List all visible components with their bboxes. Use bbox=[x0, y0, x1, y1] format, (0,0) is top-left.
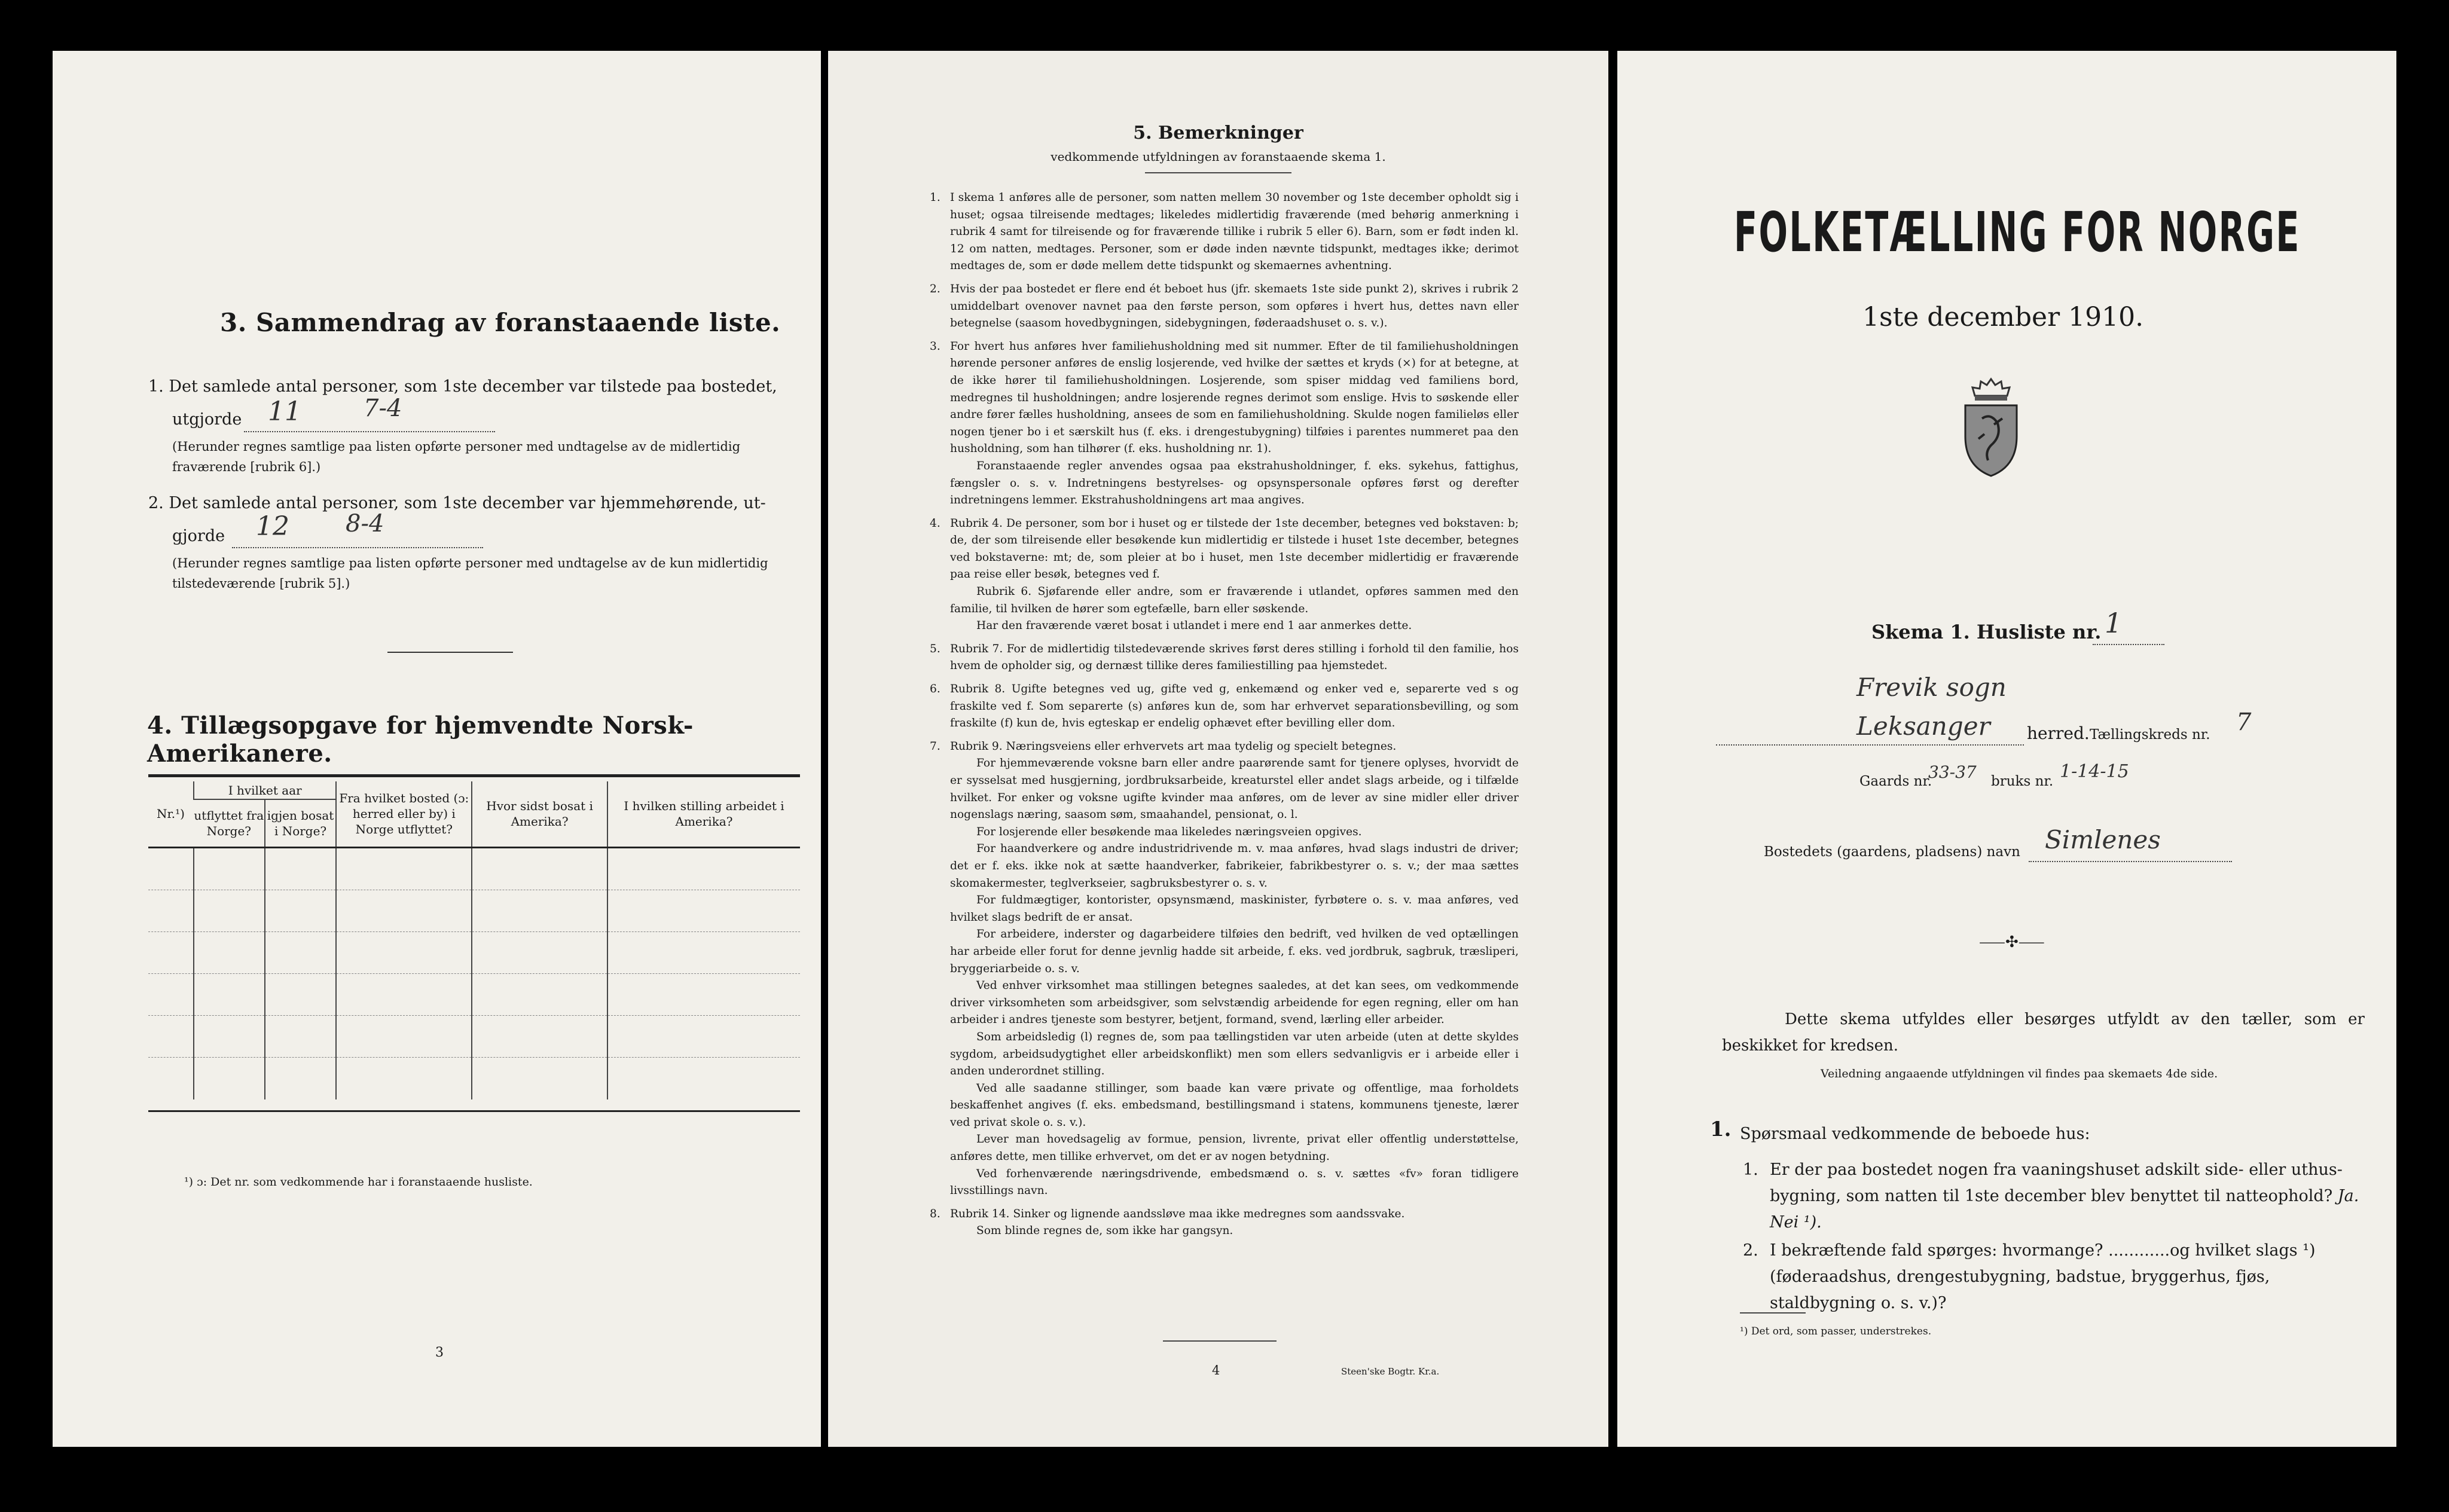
middle-page bbox=[828, 51, 1608, 1447]
bemerkning-item bbox=[930, 641, 1519, 675]
bemerkning-item bbox=[930, 1206, 1519, 1240]
bemerkning-body bbox=[950, 641, 1519, 675]
bemerkning-number: 7. bbox=[930, 740, 940, 753]
item1-handwritten-count: 11 bbox=[268, 396, 301, 427]
bemerkning-paragraph: For hvert hus anføres hver familiehusholdning med sit nummer. Efter de til familiehusholdningen hørende personer anføres de enslig losjerende, ved hvilke der sættes et kryds (×) for at betegne, at de ikke hører til familiehusholdningen. Losjerende, som spiser middag ved familiens bord, medregnes til husholdningen; andre losjerende regnes derimot som enslige. Hvis to søskende eller andre fører fælles husholdning, ansees de som en familiehusholdning. Skulde nogen familieløs eller nogen tjener bo i et særskilt hus (f. eks. i drengestubygning) tilføies i parentes nummeret paa den husholdning, som han tilhører (f. eks. husholdning nr. 1). bbox=[950, 340, 1519, 456]
bemerkninger-list bbox=[930, 190, 1519, 1246]
bemerkning-body bbox=[950, 338, 1519, 509]
bemerkning-paragraph: Ved forhenværende næringsdrivende, embedsmænd o. s. v. sættes «fv» foran tidligere livsstillings navn. bbox=[950, 1167, 1519, 1198]
bemerkning-paragraph: Hvis der paa bostedet er flere end ét beboet hus (jfr. skemaets 1ste side punkt 2), skrives i rubrik 2 umiddelbart ovenover navnet paa den første person, som opføres i hvert hus, dettes navn eller betegnelse (saasom hovedbygningen, sidebygningen, føderaadshuset o. s. v.). bbox=[950, 282, 1519, 330]
bemerkning-paragraph: Har den fraværende været bosat i utlandet i mere end 1 aar anmerkes dette. bbox=[976, 619, 1412, 633]
q1-question: Er der paa bostedet nogen fra vaaningshuset adskilt side- eller uthus-bygning, som natten til 1ste december blev benyttet til natteophold? bbox=[1770, 1160, 2343, 1205]
col-stilling: I hvilken stilling arbeidet i Amerika? bbox=[607, 781, 800, 847]
section-4-title: 4. Tillægsopgave for hjemvendte Norsk-Amerikanere. bbox=[147, 711, 694, 768]
footnote: ¹) Det ord, som passer, understrekes. bbox=[1740, 1325, 1932, 1337]
bemerkning-paragraph: Som arbeidsledig (l) regnes de, som paa tællingstiden var uten arbeide (uten at dette skyldes sygdom, arbeidsudygtighet eller arbeidskonflikt) men som ellers sedvanligvis er i arbeide eller i anden underordnet stilling. bbox=[950, 1030, 1519, 1078]
ornament-icon: ⸺✣⸺ bbox=[1979, 933, 2045, 951]
separator bbox=[387, 652, 513, 653]
item2-gjorde: gjorde bbox=[172, 527, 225, 545]
questions-heading: Spørsmaal vedkommende de beboede hus: bbox=[1740, 1125, 2090, 1143]
bemerkning-item bbox=[930, 681, 1519, 732]
item2-line: 2. Det samlede antal personer, som 1ste december var hjemmehørende, ut- bbox=[148, 494, 766, 512]
bemerkning-paragraph: Rubrik 14. Sinker og lignende aandssløve maa ikke medregnes som aandssvake. bbox=[950, 1207, 1405, 1220]
bemerkning-number: 8. bbox=[930, 1207, 940, 1220]
kreds-label: Tællingskreds nr. bbox=[2090, 727, 2210, 743]
bemerkninger-subtitle: vedkommende utfyldningen av foranstaaende skema 1. bbox=[1051, 149, 1386, 164]
col-igjen: igjen bosat i Norge? bbox=[265, 799, 337, 847]
bemerkning-paragraph: For haandverkere og andre industridrivende m. v. maa anføres, hvad slags industri de driver; det er f. eks. ikke nok at sætte haandverker, fabrikeier, fabrikbestyrer o. s. v.; der maa sættes skomakermester, teglverkseier, sagbruksbestyrer o. s. v. bbox=[950, 842, 1519, 890]
bemerkning-paragraph: Ved enhver virksomhet maa stillingen betegnes saaledes, at det kan sees, om vedkommende driver virksomheten som arbeidsgiver, som selvstændig arbeidende for egen regning, eller om han arbeider i andres tjeneste som bestyrer, betjent, formand, svend, lærling eller arbeider. bbox=[950, 979, 1519, 1027]
col-group-year: I hvilket aar bbox=[194, 781, 337, 799]
bemerkning-paragraph: Rubrik 6. Sjøfarende eller andre, som er fraværende i utlandet, opføres sammen med den familie, til hvilken de hører som egtefælle, barn eller søskende. bbox=[950, 585, 1519, 615]
col-hvor: Hvor sidst bosat i Amerika? bbox=[472, 781, 607, 847]
q1-num: 1. bbox=[1743, 1160, 1758, 1179]
bemerkning-paragraph: For arbeidere, inderster og dagarbeidere tilføies den bedrift, ved hvilken de ved optællingen har arbeide eller forut for denne jevnlig hadde sit arbeide, f. eks. ved jordbruk, sagbruk, træsliperi, bryggeriarbeide o. s. v. bbox=[950, 928, 1519, 975]
bemerkning-paragraph: Ved alle saadanne stillinger, som baade kan være private og offentlige, maa forholdets beskaffenhet angives (f. eks. embedsmand, bestillingsmand i statens, kommunens tjeneste, lærer ved privat skole o. s. v.). bbox=[950, 1082, 1519, 1129]
right-page bbox=[1617, 51, 2396, 1447]
bemerkning-body bbox=[950, 738, 1519, 1200]
herred-dotted bbox=[1716, 744, 2024, 746]
item2-handwritten-count: 12 bbox=[256, 511, 289, 542]
bosted-handwritten: Simlenes bbox=[2045, 825, 2161, 854]
table-row bbox=[148, 932, 800, 974]
q2-text: I bekræftende fald spørges: hvormange? ............og hvilket slags ¹) (føderaadshus, drengestubygning, badstue, bryggerhus, fjøs, staldbygning o. s. v.)? bbox=[1770, 1241, 2316, 1312]
left-page bbox=[53, 51, 821, 1447]
bemerkning-item bbox=[930, 190, 1519, 275]
bosted-label: Bostedets (gaardens, pladsens) navn bbox=[1764, 844, 2020, 860]
bemerkning-paragraph: For losjerende eller besøkende maa likeledes næringsveien opgives. bbox=[976, 825, 1362, 838]
bemerkning-paragraph: For hjemmeværende voksne barn eller andre paarørende samt for tjenere oplyses, hvorvidt de er sysselsat med husgjerning, jordbruksarbeide, kreaturstel eller andet slags arbeide, og i tilfælde hvilket. For enker og voksne ugifte kvinder maa anføres, om de lever av sine midler eller driver nogenslags næring, saasom søm, smaahandel, pensionat, o. l. bbox=[950, 757, 1519, 821]
footnote-rule bbox=[1740, 1312, 1806, 1314]
bemerkning-number: 4. bbox=[930, 517, 940, 530]
bemerkning-paragraph: I skema 1 anføres alle de personer, som natten mellem 30 november og 1ste december opholdt sig i huset; ogsaa tilreisende medtages; likeledes midlertidig fraværende (med behørig anmerkning i rubrik 4 samt for tilreisende og for fraværende tillike i rubrik 5 eller 6). Barn, som er født inden kl. 12 om natten, medtages. Personer, som er døde inden nævnte tidspunkt, medtages ikke; derimot medtages de, som er døde mellem dette tidspunkt og skemaernes avhentning. bbox=[950, 191, 1519, 273]
table-footnote: ¹) ɔ: Det nr. som vedkommende har i foranstaaende husliste. bbox=[184, 1175, 533, 1189]
q-number: 1. bbox=[1710, 1117, 1732, 1141]
bemerkning-body bbox=[950, 1206, 1519, 1240]
kreds-handwritten: 7 bbox=[2236, 708, 2252, 736]
bemerkning-paragraph: Rubrik 8. Ugifte betegnes ved ug, gifte ved g, enkemænd og enker ved e, separerte ved s og fraskilte ved f. Som separerte (s) anføres kun de, som har erhvervet separationsbevilling, og som fraskilte (f) kun de, hvis egteskap er endelig ophævet efter bevilling eller dom. bbox=[950, 683, 1519, 730]
item1-utgjorde: utgjorde bbox=[172, 410, 242, 429]
bosted-dotted bbox=[2029, 861, 2232, 862]
printer-mark: Steen'ske Bogtr. Kr.a. bbox=[1341, 1366, 1440, 1377]
bemerkninger-title: 5. Bemerkninger bbox=[1133, 123, 1303, 143]
bemerkning-body bbox=[950, 681, 1519, 732]
item2-handwritten-split: 8-4 bbox=[346, 510, 384, 537]
bemerkning-item bbox=[930, 338, 1519, 509]
table-row bbox=[148, 890, 800, 932]
bruks-handwritten: 1-14-15 bbox=[2060, 761, 2129, 782]
norsk-amerikanere-table bbox=[148, 781, 800, 1099]
bemerkning-number: 3. bbox=[930, 340, 940, 353]
gaards-label: Gaards nr. bbox=[1859, 774, 1932, 789]
bemerkning-paragraph: Foranstaaende regler anvendes ogsaa paa ekstrahusholdninger, f. eks. sykehus, fattighus, fængsler o. s. v. Indretningens bestyrelses- og opsynspersonale opføres først og derefter indretningens lemmer. Ekstrahusholdningens art maa angives. bbox=[950, 459, 1519, 507]
q2-num: 2. bbox=[1743, 1241, 1758, 1260]
bemerkning-body bbox=[950, 281, 1519, 332]
bemerkning-number: 5. bbox=[930, 642, 940, 655]
bemerkning-number: 6. bbox=[930, 683, 940, 696]
bemerkning-item bbox=[930, 515, 1519, 635]
coat-of-arms-icon bbox=[1958, 377, 2024, 478]
bottom-rule bbox=[1163, 1340, 1277, 1342]
bemerkning-paragraph: For fuldmægtiger, kontorister, opsynsmænd, maskinister, fyrbøtere o. s. v. maa anføres, ved hvilket slags bedrift de er ansat. bbox=[950, 894, 1519, 924]
census-date: 1ste december 1910. bbox=[1862, 302, 2144, 332]
skema-label: Skema 1. Husliste nr. bbox=[1871, 621, 2102, 643]
table-row bbox=[148, 1058, 800, 1099]
col-nr: Nr.¹) bbox=[156, 807, 185, 821]
bemerkning-body bbox=[950, 515, 1519, 635]
bemerkning-item bbox=[930, 738, 1519, 1200]
item2-dotted-line bbox=[232, 547, 483, 548]
table-row bbox=[148, 1016, 800, 1058]
item1-dotted-line bbox=[244, 431, 495, 432]
herred-label: herred. bbox=[2027, 723, 2090, 743]
husliste-dotted bbox=[2093, 644, 2164, 645]
col-fra: Fra hvilket bosted (ɔ: herred eller by) i Norge utflyttet? bbox=[336, 781, 472, 847]
herred-handwritten: Leksanger bbox=[1856, 711, 1990, 741]
main-title: FOLKETÆLLING FOR NORGE bbox=[1734, 200, 2301, 264]
q1-text bbox=[1770, 1157, 2365, 1236]
bemerkning-number: 2. bbox=[930, 282, 940, 295]
q1-answer-options: Ja. Nei ¹). bbox=[1770, 1187, 2359, 1232]
sogn-handwritten: Frevik sogn bbox=[1856, 673, 2007, 702]
table-row bbox=[148, 848, 800, 890]
page-number: 4 bbox=[1212, 1363, 1220, 1377]
bemerkning-body bbox=[950, 190, 1519, 275]
page-number: 3 bbox=[435, 1345, 444, 1360]
item1-note: (Herunder regnes samtlige paa listen opførte personer med undtagelse av de midlertidig fraværende [rubrik 6].) bbox=[172, 439, 741, 474]
table-top-rule bbox=[148, 774, 800, 777]
bemerkning-item bbox=[930, 281, 1519, 332]
section-3-title: 3. Sammendrag av foranstaaende liste. bbox=[220, 308, 781, 337]
bruks-label: bruks nr. bbox=[1991, 774, 2054, 789]
col-utflyttet: utflyttet fra Norge? bbox=[194, 808, 264, 838]
table-bottom-rule bbox=[148, 1110, 800, 1112]
gaards-handwritten: 33-37 bbox=[1928, 762, 1977, 782]
bemerkning-paragraph: Rubrik 9. Næringsveiens eller erhvervets art maa tydelig og specielt betegnes. bbox=[950, 740, 1397, 753]
bemerkning-paragraph: Lever man hovedsagelig av formue, pension, livrente, privat eller offentlig understøttelse, anføres dette, men tillike erhvervet, om det er av nogen betydning. bbox=[950, 1133, 1519, 1163]
instruction-text: Dette skema utfyldes eller besørges utfyldt av den tæller, som er beskikket for kredsen. bbox=[1722, 1010, 2365, 1055]
title-rule bbox=[1145, 172, 1291, 173]
bemerkning-paragraph: Som blinde regnes de, som ikke har gangsyn. bbox=[976, 1224, 1233, 1238]
bemerkning-number: 1. bbox=[930, 191, 940, 204]
husliste-handwritten: 1 bbox=[2105, 607, 2123, 639]
bemerkning-paragraph: Rubrik 4. De personer, som bor i huset og er tilstede der 1ste december, betegnes ved bokstaven: b; de, der som tilreisende eller besøkende kun midlertidig er tilstede i huset 1ste december, betegnes ved bokstaverne: mt; de, som pleier at bo i huset, men 1ste december midlertidig er fraværende paa reise eller besøk, betegnes ved f. bbox=[950, 517, 1519, 581]
veiledning-text: Veiledning angaaende utfyldningen vil findes paa skemaets 4de side. bbox=[1821, 1067, 2218, 1080]
table-row bbox=[148, 974, 800, 1016]
item2-note: (Herunder regnes samtlige paa listen opførte personer med undtagelse av de kun midlertidig tilstedeværende [rubrik 5].) bbox=[172, 556, 768, 591]
item1-line: 1. Det samlede antal personer, som 1ste december var tilstede paa bostedet, bbox=[148, 377, 777, 396]
bemerkning-paragraph: Rubrik 7. For de midlertidig tilstedeværende skrives først deres stilling i forhold til den familie, hos hvem de opholder sig, og dernæst tillike deres familiestilling paa hjemstedet. bbox=[950, 642, 1519, 673]
item1-handwritten-split: 7-4 bbox=[364, 395, 402, 422]
